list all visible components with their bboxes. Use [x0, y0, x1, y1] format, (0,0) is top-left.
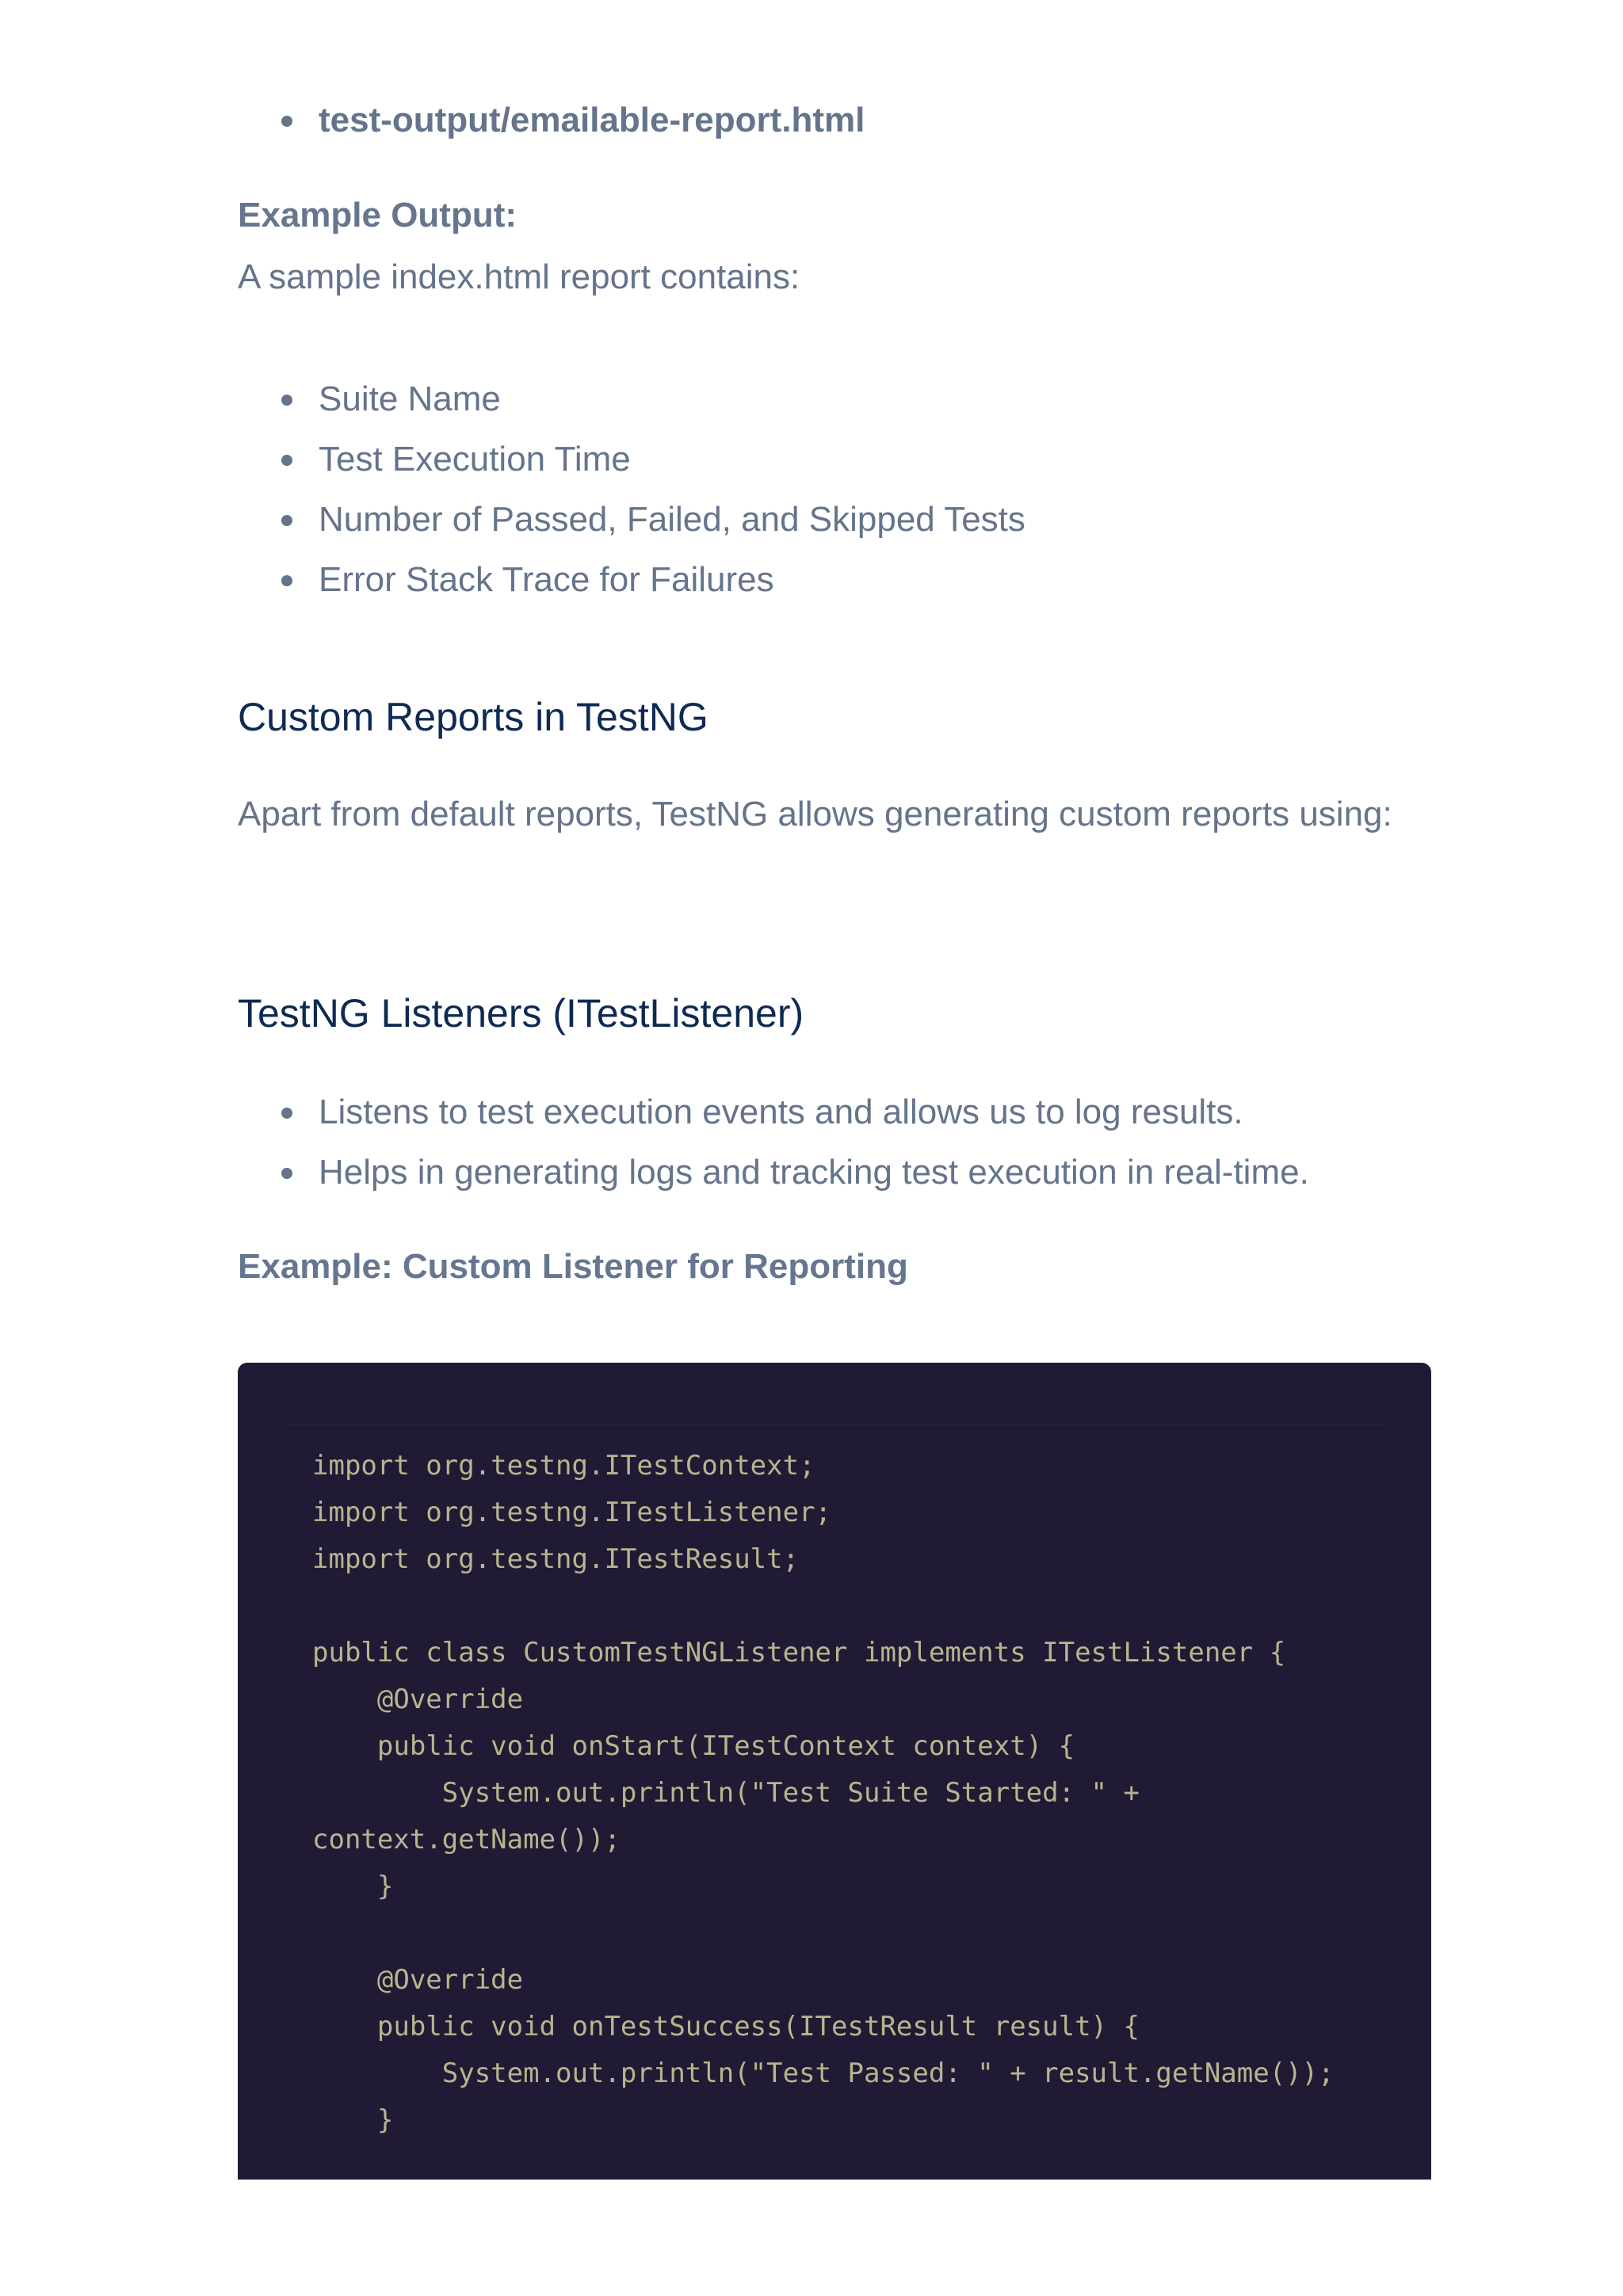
code-line: import org.testng.ITestContext; — [312, 1450, 815, 1482]
code-area — [285, 1425, 1384, 2144]
code-line: public class CustomTestNGListener implements ITestListener { — [312, 1637, 1286, 1669]
list-item: Number of Passed, Failed, and Skipped Tests — [238, 490, 1025, 550]
code-block[interactable] — [238, 1363, 1431, 2180]
list-item: Listens to test execution events and allows us to log results. — [238, 1082, 1309, 1142]
code-line: } — [312, 1871, 394, 1902]
list-item: test-output/emailable-report.html — [238, 90, 865, 151]
code-line: @Override — [312, 1684, 524, 1715]
list-item: Test Execution Time — [238, 429, 1025, 490]
code-line: @Override — [312, 1964, 524, 1996]
code-line: import org.testng.ITestListener; — [312, 1497, 832, 1528]
code-line: System.out.println("Test Passed: " + result.getName()); — [312, 2058, 1335, 2089]
example-output-description: A sample index.html report contains: — [238, 257, 800, 296]
custom-reports-paragraph: Apart from default reports, TestNG allows generating custom reports using: — [238, 795, 1392, 833]
code-line: System.out.println("Test Suite Started: " + — [312, 1777, 1140, 1809]
code-line: } — [312, 2104, 394, 2136]
list-item: Helps in generating logs and tracking test execution in real-time. — [238, 1142, 1309, 1203]
listener-feature-list — [238, 1082, 1309, 1203]
code-line: public void onTestSuccess(ITestResult result) { — [312, 2011, 1140, 2042]
listener-example-heading: Example: Custom Listener for Reporting — [238, 1247, 908, 1286]
example-output-heading: Example Output: — [238, 196, 517, 235]
list-item: Suite Name — [238, 369, 1025, 429]
list-item: Error Stack Trace for Failures — [238, 550, 1025, 610]
custom-reports-heading: Custom Reports in TestNG — [238, 695, 708, 739]
code-listing[interactable] — [285, 1425, 1384, 2144]
code-line: public void onStart(ITestContext context) { — [312, 1730, 1075, 1762]
code-line: import org.testng.ITestResult; — [312, 1543, 800, 1575]
report-contents-list — [238, 369, 1025, 610]
report-file-list — [238, 90, 865, 151]
code-line: context.getName()); — [312, 1824, 621, 1855]
listeners-heading: TestNG Listeners (ITestListener) — [238, 991, 804, 1035]
